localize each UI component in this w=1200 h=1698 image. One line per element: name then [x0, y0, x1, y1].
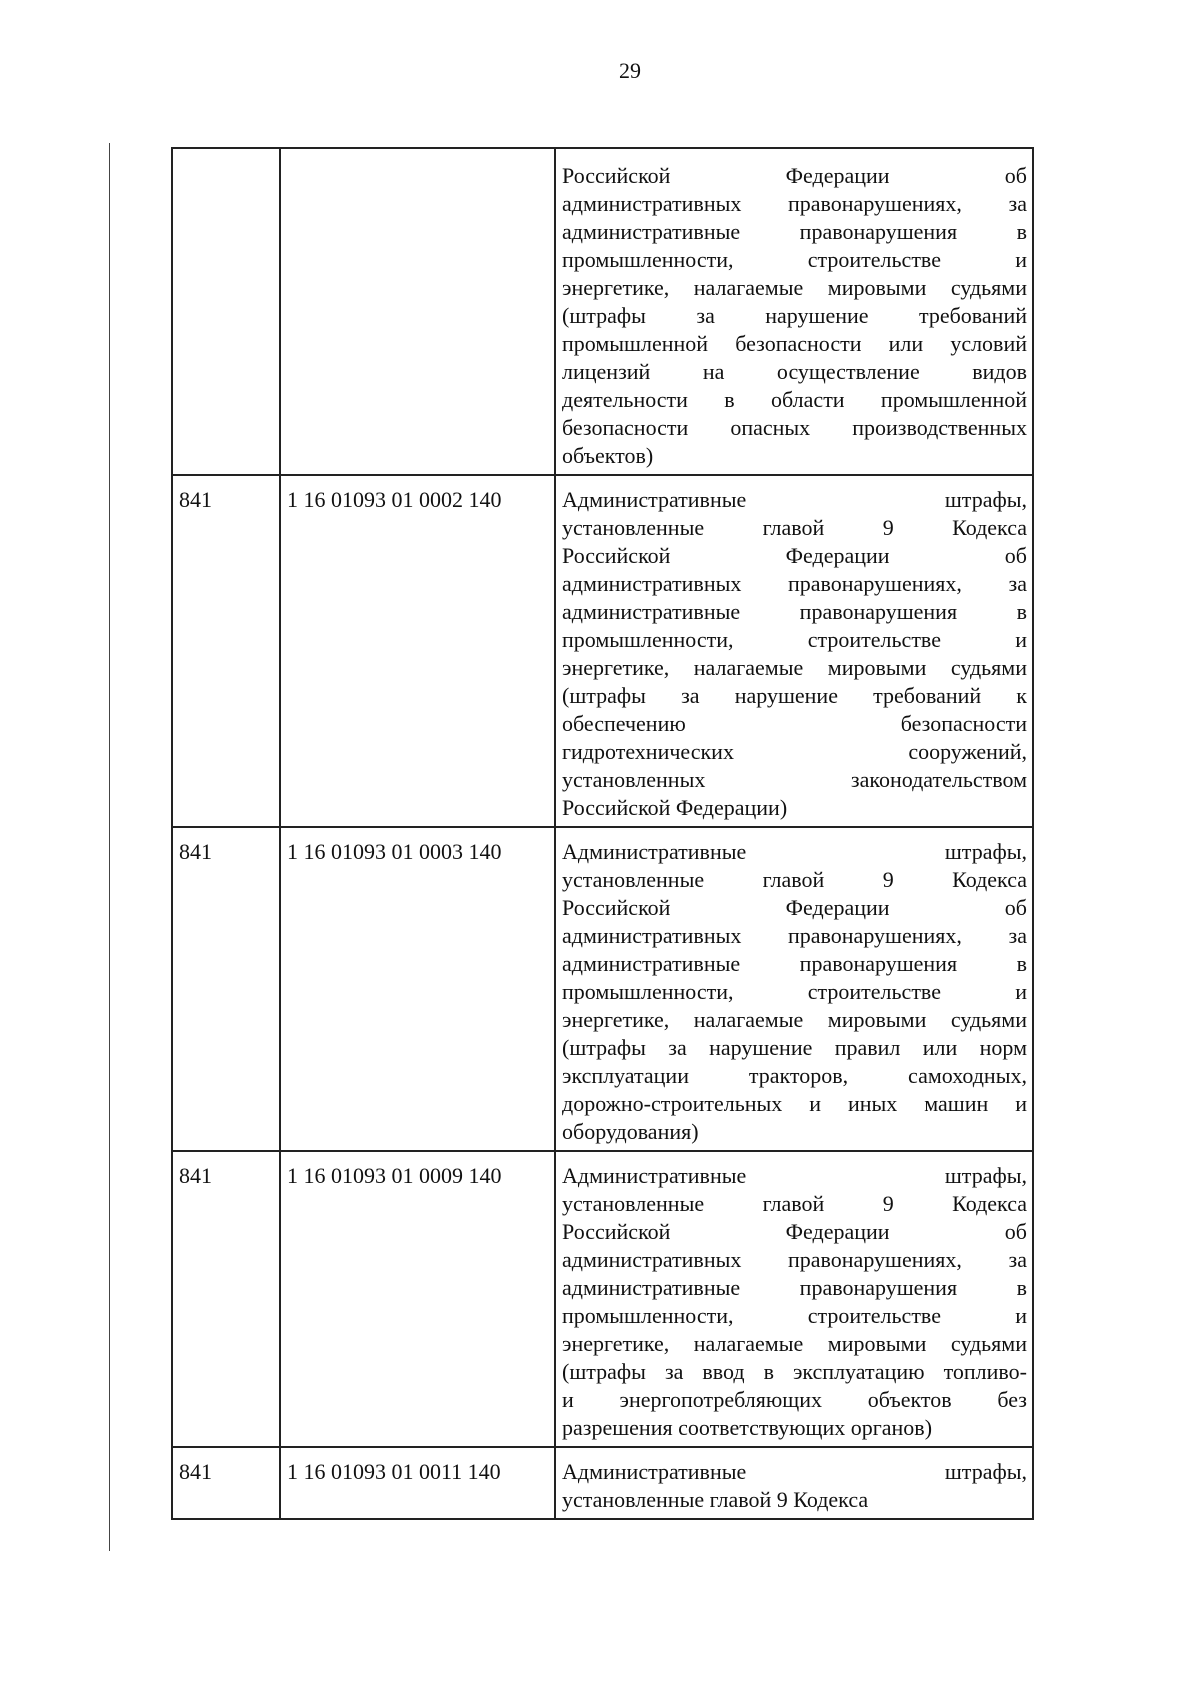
description-cell	[555, 827, 1033, 1151]
description-line: административных правонарушениях, за	[562, 1247, 1027, 1272]
kbk-code-cell	[280, 148, 555, 475]
description-line: Российской Федерации об	[562, 163, 1027, 188]
description-line: и энергопотребляющих объектов без	[562, 1387, 1027, 1412]
description-line: Российской Федерации об	[562, 1219, 1027, 1244]
revenue-codes-table	[171, 147, 1034, 1520]
admin-code-cell	[172, 148, 280, 475]
admin-code-cell: 841	[172, 475, 280, 827]
admin-code-cell: 841	[172, 1447, 280, 1519]
description-line: Административные штрафы,	[562, 1459, 1027, 1484]
description-line: промышленности, строительстве и	[562, 247, 1027, 272]
description-line: промышленной безопасности или условий	[562, 331, 1027, 356]
description-line: административных правонарушениях, за	[562, 571, 1027, 596]
table-row	[172, 1151, 1033, 1447]
description-line: промышленности, строительстве и	[562, 1303, 1027, 1328]
description-line: административных правонарушениях, за	[562, 191, 1027, 216]
description-line: установленных законодательством	[562, 767, 1027, 792]
description-line: административных правонарушениях, за	[562, 923, 1027, 948]
description-line: административные правонарушения в	[562, 219, 1027, 244]
description-line: эксплуатации тракторов, самоходных,	[562, 1063, 1027, 1088]
kbk-code-cell: 1 16 01093 01 0011 140	[280, 1447, 555, 1519]
description-line: Административные штрафы,	[562, 839, 1027, 864]
description-line: административные правонарушения в	[562, 951, 1027, 976]
description-line: Российской Федерации об	[562, 895, 1027, 920]
description-cell	[555, 148, 1033, 475]
description-line: Российской Федерации)	[562, 795, 788, 820]
description-line: энергетике, налагаемые мировыми судьями	[562, 1331, 1027, 1356]
margin-line	[109, 143, 110, 1551]
description-line: административные правонарушения в	[562, 1275, 1027, 1300]
description-line: установленные главой 9 Кодекса	[562, 1487, 869, 1512]
description-line: (штрафы за нарушение требований к	[562, 683, 1027, 708]
description-cell	[555, 1151, 1033, 1447]
description-line: безопасности опасных производственных	[562, 415, 1027, 440]
description-line: административные правонарушения в	[562, 599, 1027, 624]
description-line: установленные главой 9 Кодекса	[562, 867, 1027, 892]
description-line: установленные главой 9 Кодекса	[562, 1191, 1027, 1216]
description-line: (штрафы за нарушение правил или норм	[562, 1035, 1027, 1060]
kbk-code-cell: 1 16 01093 01 0009 140	[280, 1151, 555, 1447]
description-line: обеспечению безопасности	[562, 711, 1027, 736]
description-cell	[555, 1447, 1033, 1519]
admin-code-cell: 841	[172, 827, 280, 1151]
description-line: промышленности, строительстве и	[562, 627, 1027, 652]
description-line: дорожно-строительных и иных машин и	[562, 1091, 1027, 1116]
table-row	[172, 827, 1033, 1151]
description-line: Административные штрафы,	[562, 1163, 1027, 1188]
admin-code-cell: 841	[172, 1151, 280, 1447]
table-row	[172, 475, 1033, 827]
description-line: объектов)	[562, 443, 654, 468]
description-line: энергетике, налагаемые мировыми судьями	[562, 1007, 1027, 1032]
table-row	[172, 1447, 1033, 1519]
page-number: 29	[619, 58, 641, 83]
kbk-code-cell: 1 16 01093 01 0002 140	[280, 475, 555, 827]
description-line: оборудования)	[562, 1119, 699, 1144]
description-line: разрешения соответствующих органов)	[562, 1415, 933, 1440]
description-cell	[555, 475, 1033, 827]
table-row	[172, 148, 1033, 475]
description-line: энергетике, налагаемые мировыми судьями	[562, 275, 1027, 300]
description-line: промышленности, строительстве и	[562, 979, 1027, 1004]
description-line: (штрафы за нарушение требований	[562, 303, 1027, 328]
description-line: энергетике, налагаемые мировыми судьями	[562, 655, 1027, 680]
description-line: Российской Федерации об	[562, 543, 1027, 568]
description-line: лицензий на осуществление видов	[562, 359, 1027, 384]
description-line: установленные главой 9 Кодекса	[562, 515, 1027, 540]
description-line: Административные штрафы,	[562, 487, 1027, 512]
description-line: деятельности в области промышленной	[562, 387, 1027, 412]
kbk-code-cell: 1 16 01093 01 0003 140	[280, 827, 555, 1151]
description-line: гидротехнических сооружений,	[562, 739, 1027, 764]
description-line: (штрафы за ввод в эксплуатацию топливо-	[562, 1359, 1027, 1384]
